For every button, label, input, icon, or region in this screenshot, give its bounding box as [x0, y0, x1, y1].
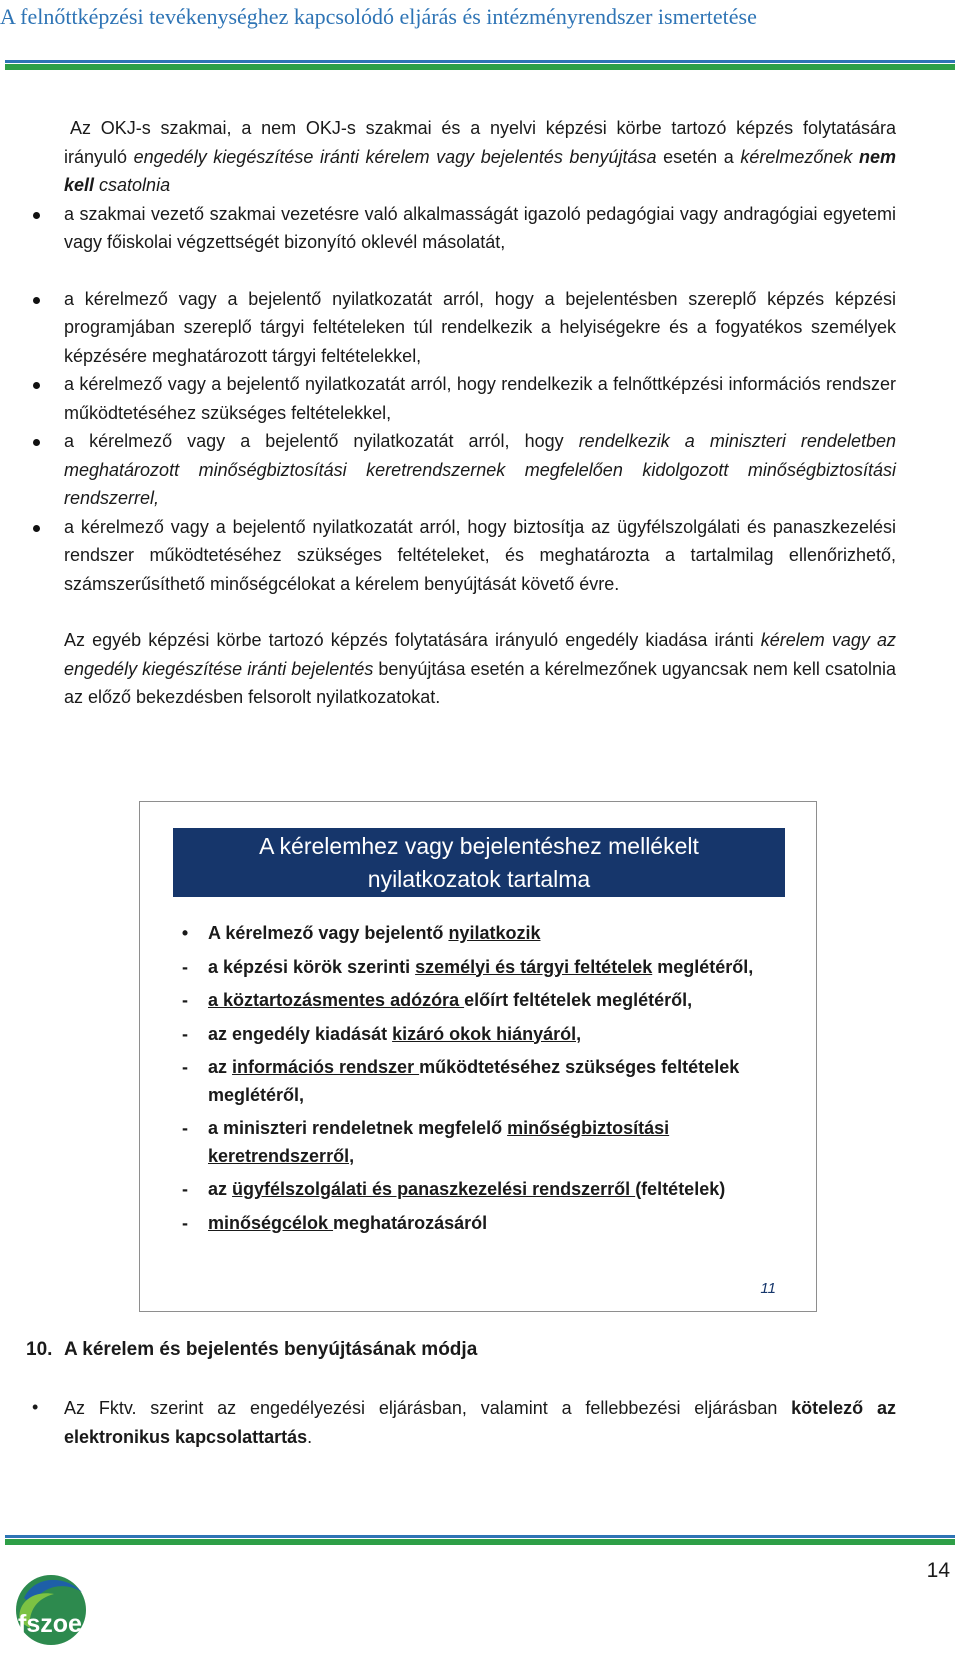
slide-item-text: meglétéről,	[652, 956, 754, 977]
slide-item-text: az engedély kiadását	[208, 1023, 393, 1044]
slide-item-text: a miniszteri rendeletnek megfelelő	[208, 1118, 508, 1138]
list-item: a kérelmező vagy a bejelentő nyilatkozatát arról, hogy biztosítja az ügyfélszolgálati és panaszkezelési rendszer működtetéséhez szükséges feltételeket, és meghatározta a tartalmilag ellenőrizhető, számszerűsíthető minőségcélokat a kérelem benyújtását követő évre.	[64, 513, 896, 599]
intro-text-2: esetén a	[656, 146, 741, 167]
main-text-block	[64, 114, 896, 712]
slide-list-item	[175, 1021, 785, 1049]
slide-item-text: az	[208, 1179, 233, 1199]
slide-list-item	[175, 1115, 785, 1170]
slide-item-underlined: kizáró okok hiányáról,	[392, 1023, 582, 1044]
list-item-text: a kérelmező vagy a bejelentő nyilatkozatát arról, hogy	[64, 431, 579, 451]
page-number: 14	[926, 1559, 950, 1582]
intro-text-italic-2: kérelmezőnek	[740, 146, 859, 167]
slide-item-underlined: információs rendszer	[232, 1057, 420, 1077]
dash-icon: -	[182, 990, 188, 1010]
intro-text-italic-3: csatolnia	[94, 175, 171, 195]
slide-item-text: A kérelmező vagy bejelentő	[208, 923, 449, 943]
slide-list-item	[175, 987, 785, 1015]
slide-item-text: a képzési körök szerinti	[208, 956, 416, 977]
section-number: 10.	[26, 1339, 53, 1360]
bullet-icon: •	[181, 923, 189, 943]
logo-text: fszoe	[18, 1610, 82, 1638]
slide-item-underlined: személyi és tárgyi feltételek	[415, 956, 653, 977]
intro-text-1: Az OKJ-s szakmai, a nem OKJ-s szakmai és a nyelvi képzési körbe tartozó képzés folytatására irányuló	[64, 118, 896, 167]
header-rule-green	[5, 64, 955, 70]
dash-icon: -	[182, 956, 188, 977]
slide-item-underlined: minőségbiztosítási keretrendszerről,	[208, 1118, 670, 1166]
section-paragraph	[64, 1394, 896, 1451]
dash-icon: -	[182, 1179, 188, 1199]
slide-item-text: az	[208, 1057, 233, 1077]
slide-item-text: működtetéséhez szükséges feltételek meglétéről,	[208, 1057, 740, 1105]
intro-text-italic: engedély kiegészítése iránti kérelem vagy bejelentés benyújtása	[133, 146, 657, 167]
slide-item-underlined: minőségcélok	[208, 1212, 334, 1233]
list-item: a kérelmező vagy a bejelentő nyilatkozatát arról, hogy rendelkezik a felnőttképzési információs rendszer működtetéséhez szükséges feltételekkel,	[64, 370, 896, 427]
slide-list-item	[175, 954, 785, 982]
other-text-1: Az egyéb képzési körbe tartozó képzés folytatására irányuló engedély kiadása iránti	[64, 630, 761, 650]
list-item: a szakmai vezető szakmai vezetésre való alkalmasságát igazoló pedagógiai vagy andragógiai egyetemi vagy főiskolai végzettségét bizonyító oklevél másolatát,	[64, 200, 896, 257]
slide-item-text: előírt feltételek meglétéről,	[464, 990, 693, 1010]
list-item	[64, 427, 896, 513]
slide-title-line-2: nyilatkozatok tartalma	[367, 866, 591, 892]
fszoe-logo	[4, 1568, 90, 1646]
dash-icon: -	[182, 1212, 188, 1233]
slide-list-item	[175, 1176, 785, 1204]
slide-list	[175, 920, 785, 1243]
slide-item-text: (feltételek)	[635, 1179, 726, 1199]
document-header-title: A felnőttképzési tevékenységhez kapcsolódó eljárás és intézményrendszer ismertetése	[0, 4, 757, 29]
dash-icon: -	[182, 1023, 188, 1044]
footer-rule-blue	[5, 1535, 955, 1538]
other-text-2: benyújtása esetén a kérelmezőnek ugyancsak nem kell csatolnia az előző bekezdésben felsorolt nyilatkozatokat.	[64, 658, 896, 707]
other-text-italic: kérelem vagy az engedély kiegészítése iránti bejelentés	[64, 630, 896, 679]
slide-list-item	[175, 920, 785, 948]
list-item-text-italic: rendelkezik a miniszteri rendeletben meghatározott minőségbiztosítási keretrendszernek megfelelően kidolgozott minőségbiztosítási rendszerrel,	[64, 431, 896, 508]
section-text: Az Fktv. szerint az engedélyezési eljárásban, valamint a fellebbezési eljárásban	[64, 1398, 792, 1418]
slide-list-item	[175, 1210, 785, 1238]
slide-page-number: 11	[760, 1280, 776, 1297]
list-item: a kérelmező vagy a bejelentő nyilatkozatát arról, hogy a bejelentésben szereplő képzés képzési programjában szereplő tárgyi feltételeken túl rendelkezik a helyiségekre és a fogyatékos személyek képzésére meghatározott tárgyi feltételekkel,	[64, 285, 896, 371]
slide-item-underlined: nyilatkozik	[448, 923, 541, 943]
other-paragraph	[64, 626, 896, 712]
section-text-end: .	[307, 1426, 313, 1447]
section-heading	[26, 1339, 477, 1361]
slide-title	[173, 828, 785, 897]
slide-item-underlined: a köztartozásmentes adózóra	[208, 990, 465, 1010]
slide-list-item	[175, 1054, 785, 1109]
section-title: A kérelem és bejelentés benyújtásának módja	[64, 1339, 478, 1360]
slide-item-underlined: ügyfélszolgálati és panaszkezelési rendszerről	[232, 1179, 636, 1199]
embedded-slide	[139, 801, 817, 1312]
slide-title-line-1: A kérelemhez vagy bejelentéshez mellékelt	[259, 833, 699, 859]
intro-paragraph	[64, 114, 896, 200]
bullet-icon: •	[32, 1397, 39, 1417]
dash-icon: -	[182, 1118, 188, 1138]
requirements-list	[64, 200, 896, 599]
dash-icon: -	[182, 1057, 188, 1077]
slide-item-text: meghatározásáról	[333, 1212, 488, 1233]
footer-rule-green	[5, 1539, 955, 1545]
header-rule-blue	[5, 60, 955, 63]
section-text-bold: kötelező az elektronikus kapcsolattartás	[64, 1398, 897, 1447]
intro-text-bold: nem kell	[64, 146, 897, 195]
